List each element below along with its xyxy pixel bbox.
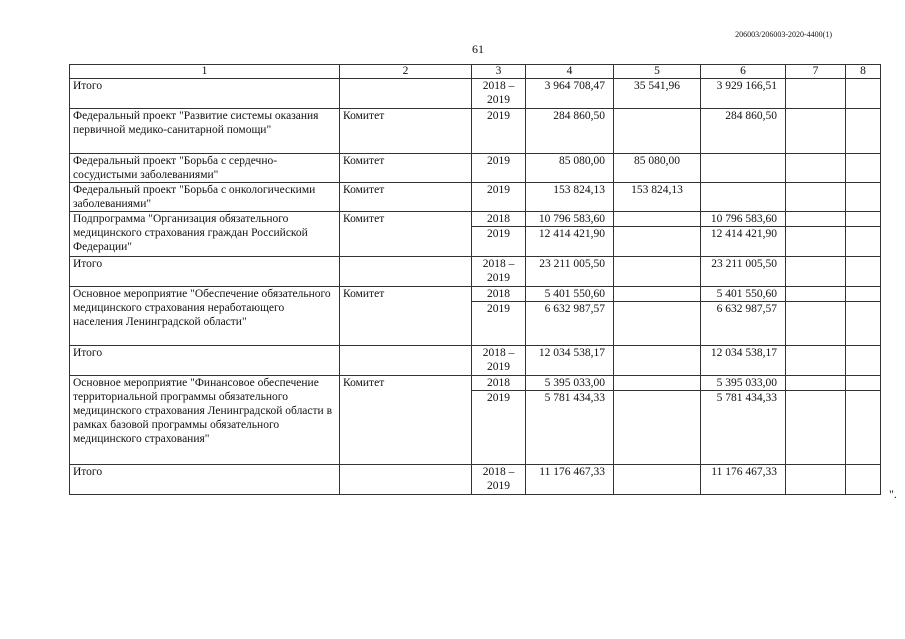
budget-table [69,64,881,495]
column-7-cell [786,465,846,495]
regional-amount-cell: 6 632 987,57 [701,302,786,346]
regional-amount-cell: 11 176 467,33 [701,465,786,495]
executor-cell [340,465,472,495]
regional-amount-cell: 284 860,50 [701,109,786,154]
column-8-cell [846,302,881,346]
year-cell: 2018 – 2019 [472,346,526,376]
table-row [70,109,881,154]
column-header: 2 [340,65,472,79]
item-name-cell: Итого [70,465,340,495]
closing-quote-mark: ". [889,487,897,501]
regional-amount-cell [701,183,786,212]
column-header: 5 [614,65,701,79]
column-8-cell [846,346,881,376]
column-7-cell [786,302,846,346]
regional-amount-cell: 23 211 005,50 [701,257,786,287]
item-name-cell: Федеральный проект "Борьба с онкологическими заболеваниями" [70,183,340,212]
year-cell: 2018 [472,376,526,391]
column-7-cell [786,183,846,212]
year-cell: 2018 – 2019 [472,465,526,495]
federal-amount-cell [614,346,701,376]
executor-cell [340,257,472,287]
total-amount-cell: 12 034 538,17 [526,346,614,376]
federal-amount-cell [614,257,701,287]
table-row [70,257,881,287]
regional-amount-cell: 10 796 583,60 [701,212,786,227]
column-header: 7 [786,65,846,79]
year-cell: 2019 [472,227,526,257]
year-cell: 2019 [472,302,526,346]
item-name-cell: Итого [70,257,340,287]
column-header: 3 [472,65,526,79]
total-amount-cell: 5 401 550,60 [526,287,614,302]
federal-amount-cell [614,302,701,346]
federal-amount-cell [614,465,701,495]
column-7-cell [786,109,846,154]
federal-amount-cell [614,391,701,465]
year-cell: 2019 [472,183,526,212]
item-name-cell: Основное мероприятие "Обеспечение обязательного медицинского страхования неработающего населения Ленинградской области" [70,287,340,346]
item-name-cell: Федеральный проект "Борьба с сердечно-сосудистыми заболеваниями" [70,154,340,183]
total-amount-cell: 11 176 467,33 [526,465,614,495]
column-header: 1 [70,65,340,79]
regional-amount-cell: 5 781 434,33 [701,391,786,465]
total-amount-cell: 3 964 708,47 [526,79,614,109]
column-7-cell [786,376,846,391]
column-8-cell [846,183,881,212]
federal-amount-cell: 35 541,96 [614,79,701,109]
executor-cell: Комитет [340,183,472,212]
column-7-cell [786,346,846,376]
year-cell: 2018 – 2019 [472,79,526,109]
table-row [70,183,881,212]
column-7-cell [786,79,846,109]
total-amount-cell: 10 796 583,60 [526,212,614,227]
year-cell: 2018 [472,287,526,302]
federal-amount-cell [614,376,701,391]
column-8-cell [846,287,881,302]
year-cell: 2018 – 2019 [472,257,526,287]
table-header-row [70,65,881,79]
column-8-cell [846,154,881,183]
federal-amount-cell [614,287,701,302]
item-name-cell: Итого [70,346,340,376]
item-name-cell: Основное мероприятие "Финансовое обеспечение территориальной программы обязательного медицинского страхования Ленинградской области в рамках базовой программы обязательного медицинского страхования" [70,376,340,465]
regional-amount-cell: 12 414 421,90 [701,227,786,257]
column-7-cell [786,287,846,302]
total-amount-cell: 85 080,00 [526,154,614,183]
federal-amount-cell [614,227,701,257]
column-8-cell [846,227,881,257]
year-cell: 2018 [472,212,526,227]
column-8-cell [846,391,881,465]
table-row [70,79,881,109]
total-amount-cell: 23 211 005,50 [526,257,614,287]
regional-amount-cell: 5 401 550,60 [701,287,786,302]
column-8-cell [846,79,881,109]
regional-amount-cell: 12 034 538,17 [701,346,786,376]
column-8-cell [846,257,881,287]
executor-cell [340,79,472,109]
table-row [70,465,881,495]
federal-amount-cell: 85 080,00 [614,154,701,183]
total-amount-cell: 5 395 033,00 [526,376,614,391]
table-row [70,376,881,391]
regional-amount-cell: 5 395 033,00 [701,376,786,391]
column-7-cell [786,227,846,257]
table-row [70,346,881,376]
executor-cell: Комитет [340,154,472,183]
total-amount-cell: 5 781 434,33 [526,391,614,465]
year-cell: 2019 [472,154,526,183]
total-amount-cell: 6 632 987,57 [526,302,614,346]
column-7-cell [786,154,846,183]
executor-cell: Комитет [340,287,472,346]
executor-cell: Комитет [340,109,472,154]
total-amount-cell: 153 824,13 [526,183,614,212]
regional-amount-cell: 3 929 166,51 [701,79,786,109]
federal-amount-cell [614,109,701,154]
column-8-cell [846,212,881,227]
federal-amount-cell [614,212,701,227]
total-amount-cell: 284 860,50 [526,109,614,154]
federal-amount-cell: 153 824,13 [614,183,701,212]
total-amount-cell: 12 414 421,90 [526,227,614,257]
year-cell: 2019 [472,391,526,465]
table-row [70,287,881,302]
column-header: 6 [701,65,786,79]
column-7-cell [786,257,846,287]
table-row [70,154,881,183]
column-7-cell [786,391,846,465]
executor-cell: Комитет [340,212,472,257]
item-name-cell: Итого [70,79,340,109]
item-name-cell: Подпрограмма "Организация обязательного медицинского страхования граждан Российской Федерации" [70,212,340,257]
column-8-cell [846,376,881,391]
column-8-cell [846,465,881,495]
column-7-cell [786,212,846,227]
page-number: 61 [472,42,484,56]
year-cell: 2019 [472,109,526,154]
column-header: 8 [846,65,881,79]
table-row [70,212,881,227]
regional-amount-cell [701,154,786,183]
item-name-cell: Федеральный проект "Развитие системы оказания первичной медико-санитарной помощи" [70,109,340,154]
document-id: 206003/206003-2020-4400(1) [735,30,832,39]
executor-cell [340,346,472,376]
executor-cell: Комитет [340,376,472,465]
column-header: 4 [526,65,614,79]
column-8-cell [846,109,881,154]
